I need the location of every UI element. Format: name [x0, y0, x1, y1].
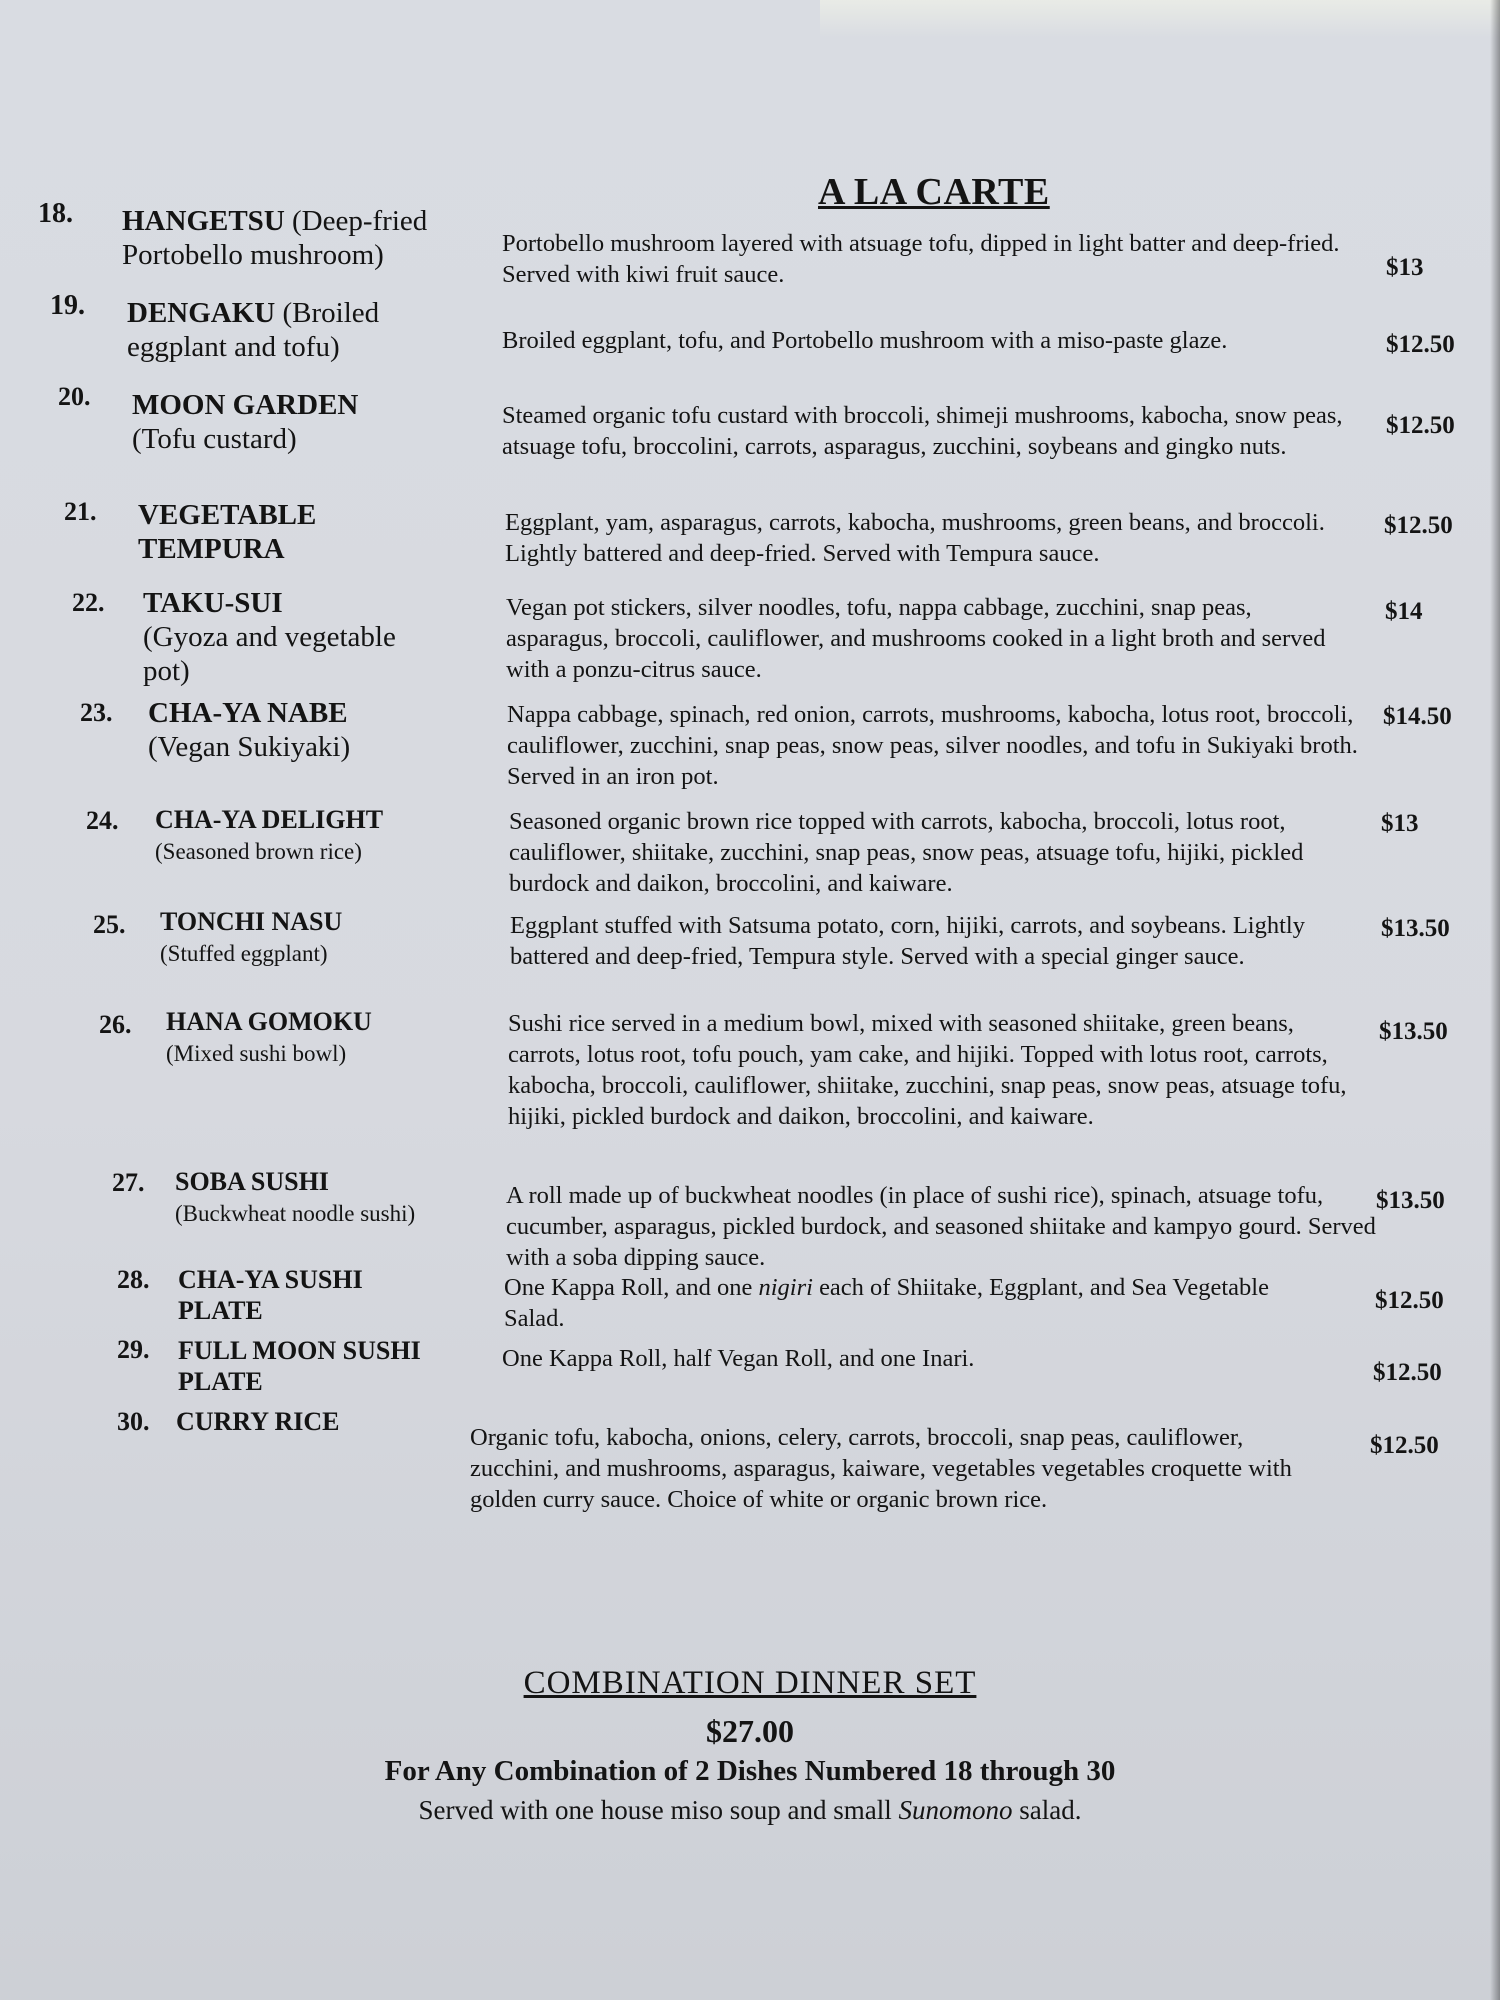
item-description: Portobello mushroom layered with atsuage tofu, dipped in light batter and deep-fried. Served with kiwi fruit sauce.: [502, 230, 1340, 288]
item-number: 29.: [117, 1335, 150, 1364]
item-price: $13.50: [1381, 915, 1450, 942]
item-title: CURRY RICE: [176, 1407, 340, 1436]
item-title: VEGETABLE TEMPURA: [138, 499, 317, 565]
item-name: [160, 906, 480, 969]
item-title: HANA GOMOKU: [166, 1007, 372, 1036]
item-name: [127, 296, 437, 364]
combination-price: $27.00: [706, 1713, 794, 1749]
item-price: $12.50: [1373, 1359, 1442, 1386]
item-title: SOBA SUSHI: [175, 1167, 329, 1196]
item-number: 23.: [80, 698, 113, 727]
item-name: [176, 1406, 456, 1437]
item-title: CHA-YA DELIGHT: [155, 805, 384, 834]
item-title: CHA-YA NABE: [148, 697, 348, 729]
combination-served-italic: Sunomono: [898, 1795, 1013, 1825]
item-number: 21.: [64, 497, 97, 526]
item-name: [178, 1335, 468, 1397]
item-subtitle: (Vegan Sukiyaki): [148, 731, 351, 763]
item-number: 19.: [50, 290, 85, 321]
item-name: [138, 498, 358, 566]
section-title-a-la-carte: A LA CARTE: [818, 171, 1050, 213]
item-subtitle: (Broiled eggplant and tofu): [127, 297, 380, 363]
item-price: $14.50: [1383, 703, 1452, 730]
item-number: 25.: [93, 910, 126, 939]
item-description: Nappa cabbage, spinach, red onion, carrots, mushrooms, kabocha, lotus root, broccoli, cauliflower, zucchini, snap peas, snow peas, silver noodles, and tofu in Sukiyaki broth. Served in an iron pot.: [507, 701, 1358, 790]
item-price: $13.50: [1376, 1187, 1445, 1214]
combination-served-text: Served with one house miso soup and small: [418, 1795, 899, 1825]
item-price: $13: [1386, 254, 1424, 281]
item-description-italic: nigiri: [758, 1274, 813, 1301]
background-band: [820, 0, 1500, 38]
item-number: 24.: [86, 806, 119, 835]
item-price: $14: [1385, 598, 1423, 625]
item-price: $12.50: [1375, 1287, 1444, 1314]
item-description: Vegan pot stickers, silver noodles, tofu, nappa cabbage, zucchini, snap peas, asparagus, broccoli, cauliflower, and mushrooms cooked in a light broth and served with a ponzu-citrus sauce.: [506, 594, 1326, 683]
item-title: MOON GARDEN: [132, 389, 359, 421]
item-price: $13: [1381, 810, 1419, 837]
item-price: $12.50: [1386, 412, 1455, 439]
item-description: Eggplant stuffed with Satsuma potato, corn, hijiki, carrots, and soybeans. Lightly battered and deep-fried, Tempura style. Served with a special ginger sauce.: [510, 912, 1305, 970]
combination-served-text: salad.: [1012, 1795, 1082, 1825]
item-title: FULL MOON SUSHI PLATE: [178, 1336, 421, 1396]
item-number: 22.: [72, 588, 105, 617]
item-name: [155, 804, 475, 867]
item-description: Broiled eggplant, tofu, and Portobello mushroom with a miso-paste glaze.: [502, 327, 1228, 354]
item-name: [166, 1006, 486, 1069]
item-subtitle: (Stuffed eggplant): [160, 941, 328, 966]
combination-title: COMBINATION DINNER SET: [523, 1665, 977, 1701]
item-description: Organic tofu, kabocha, onions, celery, carrots, broccoli, snap peas, cauliflower, zucchini, and mushrooms, asparagus, kaiware, vegetables vegetables croquette with golden curry sauce. Choice of white or organic brown rice.: [470, 1424, 1292, 1513]
item-number: 30.: [117, 1407, 150, 1436]
item-name: [148, 696, 448, 764]
item-price: $12.50: [1386, 331, 1455, 358]
item-number: 26.: [99, 1010, 132, 1039]
item-subtitle: (Buckwheat noodle sushi): [175, 1201, 416, 1226]
item-number: 18.: [38, 198, 73, 229]
combination-rule: For Any Combination of 2 Dishes Numbered 18 through 30: [384, 1755, 1116, 1787]
item-price: $13.50: [1379, 1018, 1448, 1045]
page-edge-shadow: [1490, 0, 1500, 2000]
item-description: Eggplant, yam, asparagus, carrots, kabocha, mushrooms, green beans, and broccoli. Lightly battered and deep-fried. Served with Tempura sauce.: [505, 509, 1325, 567]
item-description: A roll made up of buckwheat noodles (in place of sushi rice), spinach, atsuage tofu, cucumber, asparagus, pickled burdock, and seasoned shiitake and kampyo gourd. Served with a soba dipping sauce.: [506, 1182, 1376, 1271]
item-name: [178, 1264, 398, 1326]
item-title: TAKU-SUI: [143, 587, 283, 619]
item-title: CHA-YA SUSHI PLATE: [178, 1265, 363, 1325]
item-description: Steamed organic tofu custard with broccoli, shimeji mushrooms, kabocha, snow peas, atsuage tofu, broccolini, carrots, asparagus, zucchini, soybeans and gingko nuts.: [502, 402, 1343, 460]
item-description-text: One Kappa Roll, and one: [504, 1274, 759, 1301]
item-number: 28.: [117, 1265, 150, 1294]
item-subtitle: (Gyoza and vegetable pot): [143, 621, 396, 687]
item-name: [132, 388, 432, 456]
combination-served-with: [250, 1795, 1250, 1826]
item-title: TONCHI NASU: [160, 907, 343, 936]
item-name: [143, 586, 423, 688]
item-name: [175, 1166, 495, 1229]
item-description: Sushi rice served in a medium bowl, mixed with seasoned shiitake, green beans, carrots, lotus root, tofu pouch, yam cake, and hijiki. Topped with lotus root, carrots, kabocha, broccoli, cauliflower, shiitake, zucchini, snap peas, snow peas, atsuage tofu, hijiki, pickled burdock and daikon, broccolini, and kaiware.: [508, 1010, 1347, 1130]
item-subtitle: (Mixed sushi bowl): [166, 1041, 347, 1066]
item-title: HANGETSU: [122, 205, 285, 237]
item-title: DENGAKU: [127, 297, 276, 329]
item-price: $12.50: [1370, 1432, 1439, 1459]
item-name: [122, 204, 482, 272]
item-description: One Kappa Roll, half Vegan Roll, and one Inari.: [502, 1345, 975, 1372]
item-description: Seasoned organic brown rice topped with carrots, kabocha, broccoli, lotus root, cauliflower, shiitake, zucchini, snap peas, snow peas, atsuage tofu, hijiki, pickled burdock and daikon, broccolini, and kaiware.: [509, 808, 1304, 897]
item-subtitle: (Tofu custard): [132, 423, 297, 455]
item-subtitle: (Seasoned brown rice): [155, 839, 362, 864]
item-number: 27.: [112, 1168, 145, 1197]
item-description-text: each of Shiitake, Eggplant, and Sea Vegetable Salad.: [504, 1274, 1269, 1332]
item-subtitle: (Deep-fried Portobello mushroom): [122, 205, 428, 271]
item-number: 20.: [58, 382, 91, 411]
item-price: $12.50: [1384, 512, 1453, 539]
item-description: [504, 1272, 1324, 1334]
